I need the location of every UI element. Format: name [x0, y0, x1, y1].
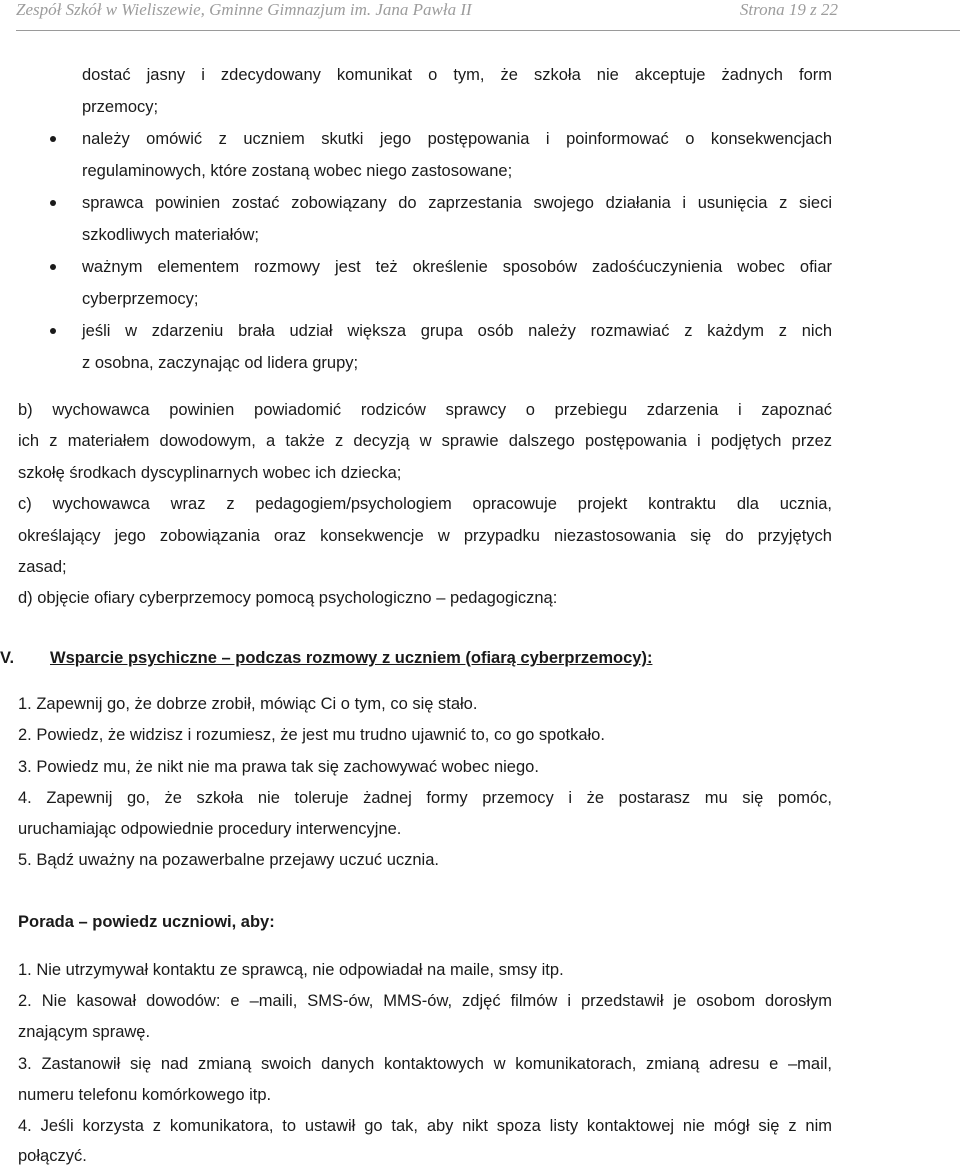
bullet-4-line-2: cyberprzemocy;	[82, 290, 199, 308]
paragraph-c-line-1: c) wychowawca wraz z pedagogiem/psychologiem opracowuje projekt kontraktu dla ucznia,	[18, 495, 832, 513]
bullet-1-line-2: przemocy;	[82, 98, 159, 116]
bullet-dot-icon	[50, 200, 56, 206]
advice-item-1: 1. Nie utrzymywał kontaktu ze sprawcą, nie odpowiadał na maile, smsy itp.	[18, 961, 564, 979]
bullet-4-line-1: ważnym elementem rozmowy jest też określenie sposobów zadośćuczynienia wobec ofiar	[82, 258, 832, 276]
paragraph-b-line-1: b) wychowawca powinien powiadomić rodziców sprawcy o przebiegu zdarzenia i zapoznać	[18, 401, 832, 419]
header-page-number: Strona 19 z 22	[739, 0, 838, 19]
advice-item-3-line-2: numeru telefonu komórkowego itp.	[18, 1086, 272, 1104]
paragraph-d: d) objęcie ofiary cyberprzemocy pomocą psychologiczno – pedagogiczną:	[18, 589, 558, 607]
advice-title: Porada – powiedz uczniowi, aby:	[18, 913, 275, 931]
bullet-5-line-1: jeśli w zdarzeniu brała udział większa grupa osób należy rozmawiać z każdym z nich	[82, 322, 832, 340]
support-item-4-line-2: uruchamiając odpowiednie procedury interwencyjne.	[18, 820, 402, 838]
page-header	[16, 0, 960, 31]
section-v-number: V.	[0, 649, 15, 667]
section-v-title: Wsparcie psychiczne – podczas rozmowy z uczniem (ofiarą cyberprzemocy):	[50, 649, 653, 667]
bullet-1-line-1: dostać jasny i zdecydowany komunikat o tym, że szkoła nie akceptuje żadnych form	[82, 66, 832, 84]
support-item-2: 2. Powiedz, że widzisz i rozumiesz, że jest mu trudno ujawnić to, co go spotkało.	[18, 726, 605, 744]
support-item-5: 5. Bądź uważny na pozawerbalne przejawy uczuć ucznia.	[18, 851, 439, 869]
support-item-4-line-1: 4. Zapewnij go, że szkoła nie toleruje żadnej formy przemocy i że postarasz mu się pomóc,	[18, 789, 832, 807]
bullet-3-line-1: sprawca powinien zostać zobowiązany do zaprzestania swojego działania i usunięcia z sieci	[82, 194, 832, 212]
bullet-dot-icon	[50, 136, 56, 142]
advice-item-2-line-2: znającym sprawę.	[18, 1023, 151, 1041]
bullet-3-line-2: szkodliwych materiałów;	[82, 226, 259, 244]
support-item-1: 1. Zapewnij go, że dobrze zrobił, mówiąc Ci o tym, co się stało.	[18, 695, 478, 713]
bullet-dot-icon	[50, 328, 56, 334]
advice-item-4-line-2: połączyć.	[18, 1147, 87, 1165]
paragraph-c-line-3: zasad;	[18, 558, 67, 576]
advice-item-3-line-1: 3. Zastanowił się nad zmianą swoich danych kontaktowych w komunikatorach, zmianą adresu e –mail,	[18, 1055, 832, 1073]
paragraph-b-line-3: szkołę środkach dyscyplinarnych wobec ich dziecka;	[18, 464, 402, 482]
bullet-2-line-2: regulaminowych, które zostaną wobec niego zastosowane;	[82, 162, 513, 180]
support-item-3: 3. Powiedz mu, że nikt nie ma prawa tak się zachowywać wobec niego.	[18, 758, 539, 776]
advice-item-4-line-1: 4. Jeśli korzysta z komunikatora, to ustawił go tak, aby nikt spoza listy kontaktowej nie mógł się z nim	[18, 1117, 832, 1135]
bullet-dot-icon	[50, 264, 56, 270]
header-school-name: Zespół Szkół w Wieliszewie, Gminne Gimnazjum im. Jana Pawła II	[16, 0, 472, 19]
paragraph-b-line-2: ich z materiałem dowodowym, a także z decyzją w sprawie dalszego postępowania i podjętych przez	[18, 432, 832, 450]
advice-item-2-line-1: 2. Nie kasował dowodów: e –maili, SMS-ów, MMS-ów, zdjęć filmów i przedstawił je osobom dorosłym	[18, 992, 832, 1010]
paragraph-c-line-2: określający jego zobowiązania oraz konsekwencje w przypadku niezastosowania się do przyjętych	[18, 527, 832, 545]
bullet-2-line-1: należy omówić z uczniem skutki jego postępowania i poinformować o konsekwencjach	[82, 130, 832, 148]
bullet-5-line-2: z osobna, zaczynając od lidera grupy;	[82, 354, 359, 372]
